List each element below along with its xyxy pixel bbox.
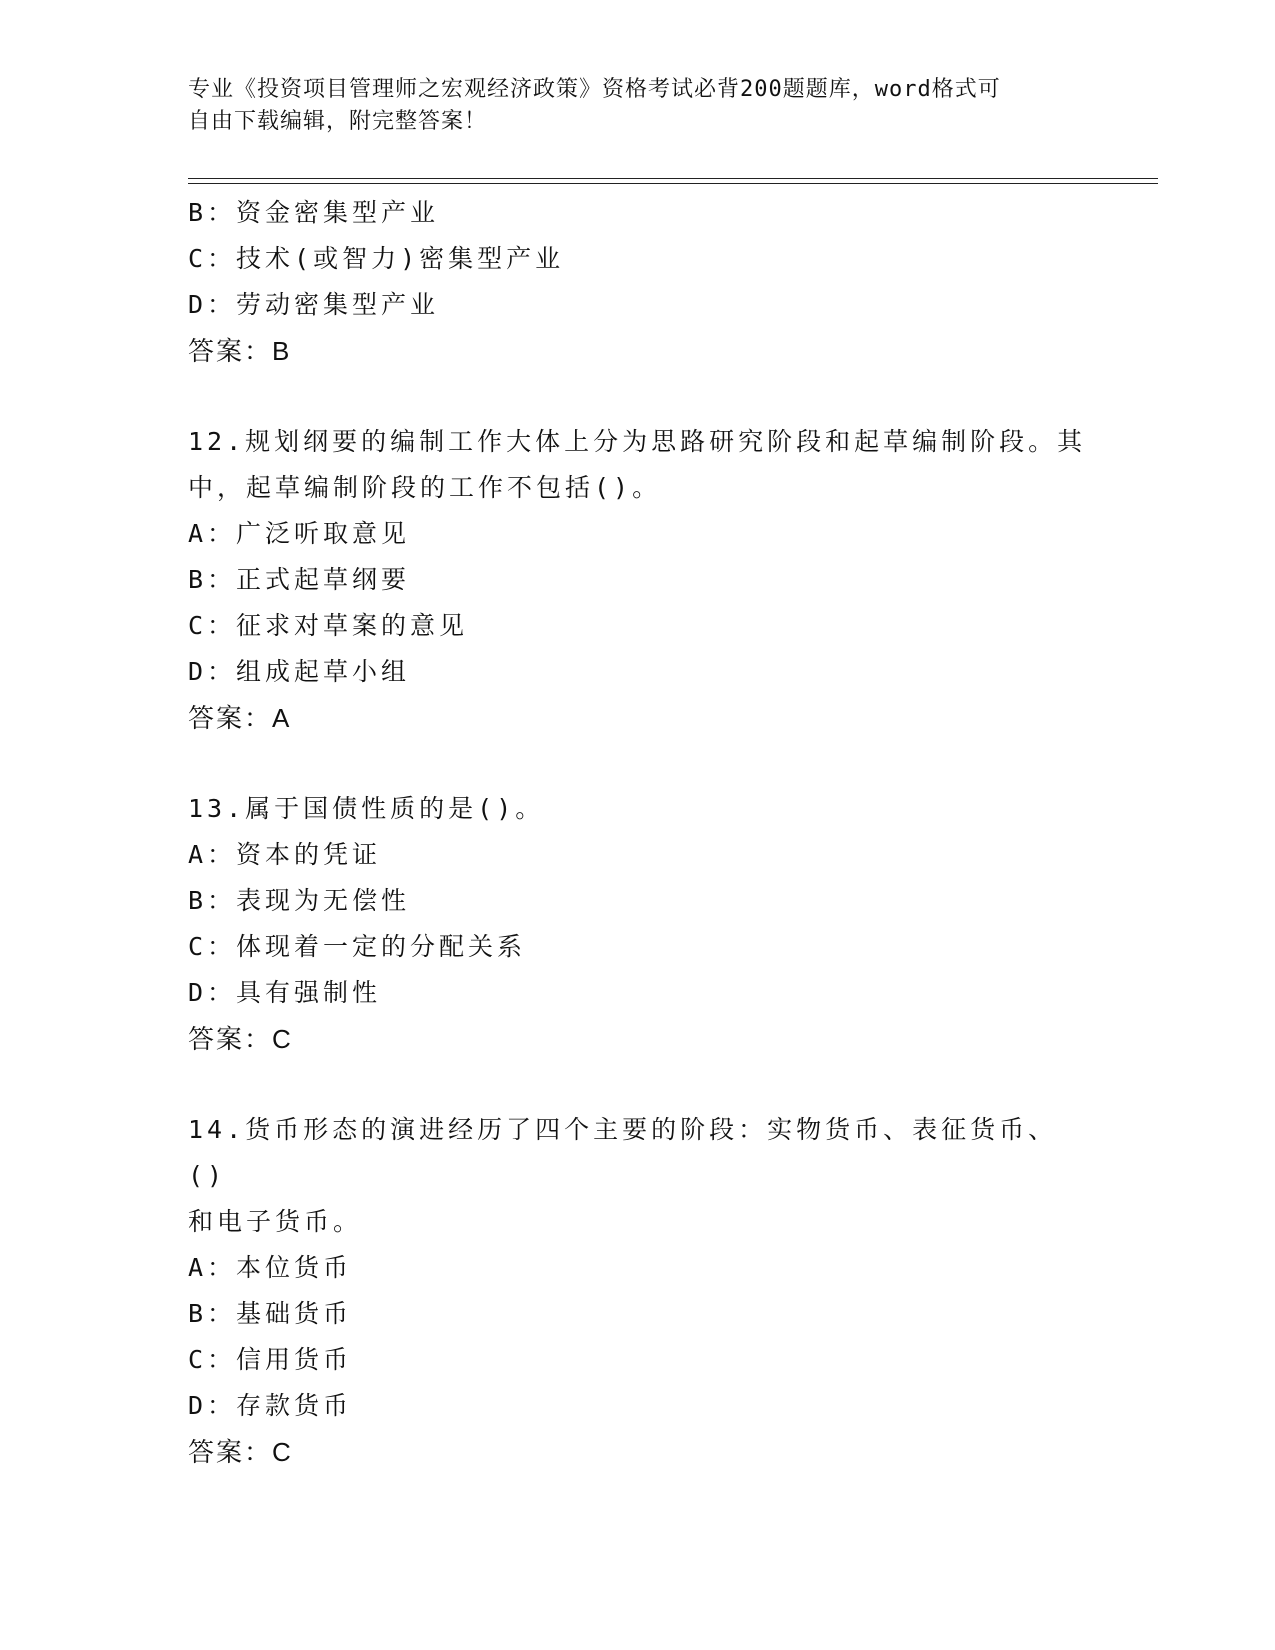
option-b: B：正式起草纲要 [188, 565, 411, 594]
option-d: D：具有强制性 [188, 978, 382, 1007]
document-body [188, 190, 1088, 1475]
answer-line: 答案：A [188, 703, 292, 733]
option-c: C：技术(或智力)密集型产业 [188, 244, 565, 273]
header-divider-thin [188, 178, 1158, 179]
question-stem-line-1: 12.规划纲要的编制工作大体上分为思路研究阶段和起草编制阶段。其 [188, 427, 1087, 456]
question-stem-line-1: 14.货币形态的演进经历了四个主要的阶段：实物货币、表征货币、() [188, 1115, 1058, 1190]
spacer [188, 741, 1088, 786]
question-block-13 [188, 786, 1088, 1062]
spacer [188, 374, 1088, 419]
header-line-2: 自由下载编辑，附完整答案！ [188, 109, 488, 134]
option-b: B：资金密集型产业 [188, 198, 440, 227]
option-d: D：组成起草小组 [188, 657, 411, 686]
header-line-1: 专业《投资项目管理师之宏观经济政策》资格考试必背200题题库，word格式可 [188, 77, 1001, 102]
spacer [188, 1062, 1088, 1107]
option-a: A：广泛听取意见 [188, 519, 411, 548]
question-block-12 [188, 419, 1088, 741]
answer-line: 答案：C [188, 1024, 293, 1054]
answer-line: 答案：C [188, 1437, 293, 1467]
option-b: B：基础货币 [188, 1299, 353, 1328]
question-block-14 [188, 1107, 1088, 1475]
answer-line: 答案：B [188, 336, 292, 366]
option-d: D：劳动密集型产业 [188, 290, 440, 319]
option-a: A：资本的凭证 [188, 840, 382, 869]
question-stem-line-1: 13.属于国债性质的是()。 [188, 794, 545, 823]
document-header [188, 74, 1068, 138]
option-c: C：征求对草案的意见 [188, 611, 469, 640]
option-c: C：信用货币 [188, 1345, 353, 1374]
question-stem-line-2: 和电子货币。 [188, 1207, 363, 1236]
option-b: B：表现为无偿性 [188, 886, 411, 915]
option-d: D：存款货币 [188, 1391, 353, 1420]
question-stem-line-2: 中，起草编制阶段的工作不包括()。 [188, 473, 662, 502]
option-c: C：体现着一定的分配关系 [188, 932, 527, 961]
option-a: A：本位货币 [188, 1253, 353, 1282]
question-block-11 [188, 190, 1088, 374]
header-divider-thick [188, 183, 1158, 184]
